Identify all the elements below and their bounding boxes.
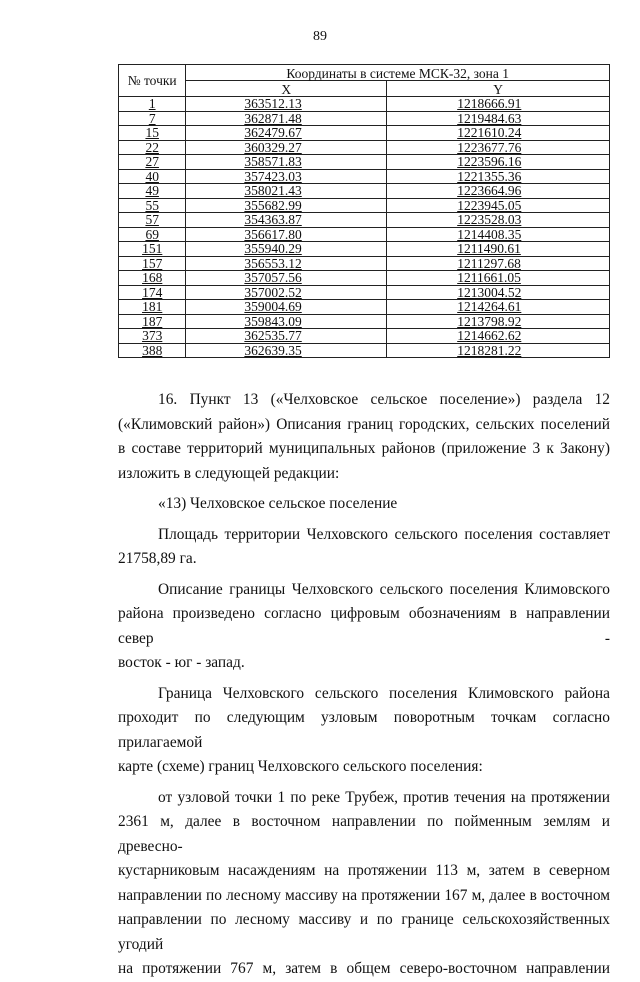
x-coordinate-cell-text: 362535.77 bbox=[244, 328, 302, 343]
x-coordinate-cell bbox=[186, 256, 387, 271]
text-line: 2361 м, далее в восточном направлении по пойменным землям и древесно- bbox=[118, 813, 610, 855]
x-coordinate-cell bbox=[186, 126, 387, 141]
y-coordinate-cell bbox=[387, 314, 610, 329]
x-coordinate-cell bbox=[186, 198, 387, 213]
y-coordinate-cell-text: 1214662.62 bbox=[457, 328, 522, 343]
point-number-cell-text: 1 bbox=[148, 96, 156, 111]
x-coordinate-cell-text: 358021.43 bbox=[244, 183, 302, 198]
point-number-cell-text: 388 bbox=[142, 342, 163, 358]
x-coordinate-cell-text: 359843.09 bbox=[244, 313, 302, 329]
x-coordinate-cell bbox=[186, 140, 387, 155]
table-row bbox=[119, 314, 610, 329]
x-coordinate-cell-text: 356553.12 bbox=[244, 255, 302, 271]
x-coordinate-cell bbox=[186, 169, 387, 184]
point-number-cell-text: 40 bbox=[145, 168, 159, 184]
x-coordinate-cell-text: 356617.80 bbox=[244, 226, 302, 242]
table-row bbox=[119, 271, 610, 286]
x-coordinate-cell bbox=[186, 213, 387, 228]
y-coordinate-cell bbox=[387, 343, 610, 358]
x-coordinate-cell bbox=[186, 111, 387, 126]
table-row bbox=[119, 300, 610, 315]
table-row bbox=[119, 343, 610, 358]
x-coordinate-cell-text: 357002.52 bbox=[244, 284, 302, 300]
table-row bbox=[119, 329, 610, 344]
y-coordinate-cell bbox=[387, 140, 610, 155]
x-coordinate-cell bbox=[186, 343, 387, 358]
text-line: направлении по лесному массиву на протяжении 167 м, далее в восточном bbox=[118, 886, 610, 904]
y-coordinate-cell bbox=[387, 169, 610, 184]
x-coordinate-cell bbox=[186, 242, 387, 257]
point-number-cell bbox=[119, 155, 186, 170]
coordinates-table bbox=[118, 64, 610, 358]
y-coordinate-cell bbox=[387, 227, 610, 242]
x-coordinate-cell bbox=[186, 314, 387, 329]
y-coordinate-cell-text: 1211661.05 bbox=[457, 270, 521, 285]
document-body bbox=[118, 388, 610, 982]
text-line: 16. Пункт 13 («Челховское сельское поселение») раздела 12 bbox=[158, 391, 610, 408]
y-coordinate-cell-text: 1211297.68 bbox=[457, 255, 521, 271]
y-coordinate-cell-text: 1223664.96 bbox=[457, 183, 522, 198]
point-number-cell-text: 181 bbox=[142, 299, 163, 314]
y-coordinate-cell-text: 1213798.92 bbox=[457, 313, 522, 329]
y-coordinate-cell-text: 1219484.63 bbox=[457, 110, 522, 126]
x-coordinate-cell-text: 363512.13 bbox=[244, 96, 302, 111]
x-coordinate-cell bbox=[186, 300, 387, 315]
x-coordinate-cell-text: 354363.87 bbox=[244, 212, 302, 227]
point-number-cell-text: 27 bbox=[145, 154, 159, 169]
x-coordinate-cell bbox=[186, 155, 387, 170]
point-number-cell bbox=[119, 140, 186, 155]
y-coordinate-cell bbox=[387, 285, 610, 300]
point-number-cell bbox=[119, 97, 186, 112]
point-number-cell-text: 55 bbox=[145, 197, 159, 213]
paragraph-area bbox=[118, 523, 610, 572]
y-coordinate-cell-text: 1211490.61 bbox=[457, 241, 521, 256]
y-coordinate-cell bbox=[387, 97, 610, 112]
x-coordinate-cell-text: 362639.35 bbox=[244, 342, 302, 358]
table-row bbox=[119, 242, 610, 257]
text-line: восток - юг - запад. bbox=[118, 654, 245, 671]
table-row bbox=[119, 140, 610, 155]
coordinates-table-body bbox=[119, 97, 610, 358]
point-number-cell bbox=[119, 227, 186, 242]
page-number: 89 bbox=[313, 29, 327, 44]
text-line: карте (схеме) границ Челховского сельского поселения: bbox=[118, 758, 483, 775]
paragraph-heading: «13) Челховское сельское поселение bbox=[158, 495, 398, 512]
table-row bbox=[119, 213, 610, 228]
text-line: проходит по следующим узловым поворотным точкам согласно прилагаемой bbox=[118, 709, 610, 751]
point-number-cell bbox=[119, 314, 186, 329]
y-coordinate-cell-text: 1223945.05 bbox=[457, 197, 522, 213]
text-line: на протяжении 767 м, затем в общем северо-восточном направлении bbox=[118, 960, 610, 977]
point-number-cell bbox=[119, 169, 186, 184]
point-number-cell bbox=[119, 213, 186, 228]
point-number-cell-text: 49 bbox=[145, 183, 159, 198]
point-number-cell bbox=[119, 198, 186, 213]
y-coordinate-cell bbox=[387, 155, 610, 170]
y-coordinate-cell-text: 1218666.91 bbox=[457, 96, 522, 111]
table-row bbox=[119, 227, 610, 242]
point-number-cell bbox=[119, 184, 186, 199]
x-coordinate-cell-text: 359004.69 bbox=[244, 299, 302, 314]
y-coordinate-cell bbox=[387, 300, 610, 315]
point-number-cell-text: 7 bbox=[148, 110, 156, 126]
y-coordinate-cell bbox=[387, 242, 610, 257]
y-coordinate-cell-text: 1223528.03 bbox=[457, 212, 522, 227]
header-point-number: № точки bbox=[119, 65, 186, 97]
y-coordinate-cell-text: 1214408.35 bbox=[457, 226, 522, 242]
table-row bbox=[119, 256, 610, 271]
text-line: Граница Челховского сельского поселения Климовского района bbox=[158, 684, 610, 702]
text-line: района произведено согласно цифровым обозначениям в направлении север - bbox=[118, 605, 610, 647]
point-number-cell-text: 57 bbox=[145, 212, 159, 227]
y-coordinate-cell-text: 1221610.24 bbox=[457, 125, 522, 140]
y-coordinate-cell bbox=[387, 111, 610, 126]
point-number-cell-text: 22 bbox=[145, 139, 159, 155]
table-row bbox=[119, 155, 610, 170]
point-number-cell-text: 187 bbox=[142, 313, 163, 329]
x-coordinate-cell bbox=[186, 227, 387, 242]
point-number-cell-text: 373 bbox=[142, 328, 163, 343]
x-coordinate-cell-text: 358571.83 bbox=[244, 154, 302, 169]
y-coordinate-cell-text: 1221355.36 bbox=[457, 168, 522, 184]
header-coordinates: Координаты в системе МСК-32, зона 1 bbox=[186, 65, 610, 81]
point-number-cell bbox=[119, 343, 186, 358]
x-coordinate-cell-text: 355940.29 bbox=[244, 241, 302, 256]
point-number-cell-text: 168 bbox=[142, 270, 163, 285]
header-y: Y bbox=[387, 81, 610, 97]
y-coordinate-cell bbox=[387, 329, 610, 344]
point-number-cell-text: 174 bbox=[142, 284, 163, 300]
table-row bbox=[119, 111, 610, 126]
table-row bbox=[119, 169, 610, 184]
table-row bbox=[119, 97, 610, 112]
text-line: изложить в следующей редакции: bbox=[118, 464, 340, 482]
point-number-cell-text: 15 bbox=[145, 125, 159, 140]
x-coordinate-cell bbox=[186, 184, 387, 199]
table-row bbox=[119, 126, 610, 141]
x-coordinate-cell bbox=[186, 271, 387, 286]
point-number-cell bbox=[119, 271, 186, 286]
y-coordinate-cell-text: 1213004.52 bbox=[457, 284, 522, 300]
paragraph-description bbox=[118, 578, 610, 676]
y-coordinate-cell bbox=[387, 198, 610, 213]
y-coordinate-cell bbox=[387, 126, 610, 141]
text-line: в составе территорий муниципальных районов (приложение 3 к Закону) bbox=[118, 440, 610, 457]
x-coordinate-cell bbox=[186, 329, 387, 344]
y-coordinate-cell bbox=[387, 271, 610, 286]
x-coordinate-cell-text: 362871.48 bbox=[244, 110, 302, 126]
point-number-cell-text: 69 bbox=[145, 226, 159, 242]
x-coordinate-cell-text: 355682.99 bbox=[244, 197, 302, 213]
table-row bbox=[119, 285, 610, 300]
text-line: 21758,89 га. bbox=[118, 550, 197, 567]
point-number-cell bbox=[119, 329, 186, 344]
point-number-cell bbox=[119, 300, 186, 315]
text-line: Площадь территории Челховского сельского поселения составляет bbox=[158, 525, 610, 543]
paragraph-amendment bbox=[118, 388, 610, 486]
y-coordinate-cell bbox=[387, 184, 610, 199]
x-coordinate-cell-text: 360329.27 bbox=[244, 139, 302, 155]
point-number-cell bbox=[119, 242, 186, 257]
x-coordinate-cell bbox=[186, 97, 387, 112]
y-coordinate-cell-text: 1223677.76 bbox=[457, 139, 522, 155]
x-coordinate-cell-text: 357057.56 bbox=[244, 270, 302, 285]
text-line: кустарниковым насаждениям на протяжении 113 м, затем в северном bbox=[118, 862, 610, 879]
point-number-cell bbox=[119, 285, 186, 300]
point-number-cell-text: 151 bbox=[142, 241, 163, 256]
y-coordinate-cell bbox=[387, 213, 610, 228]
x-coordinate-cell-text: 362479.67 bbox=[244, 125, 302, 140]
y-coordinate-cell bbox=[387, 256, 610, 271]
x-coordinate-cell-text: 357423.03 bbox=[244, 168, 302, 184]
paragraph-route bbox=[118, 786, 610, 982]
y-coordinate-cell-text: 1218281.22 bbox=[457, 342, 522, 358]
table-row bbox=[119, 184, 610, 199]
header-x: X bbox=[186, 81, 387, 97]
point-number-cell bbox=[119, 111, 186, 126]
y-coordinate-cell-text: 1214264.61 bbox=[457, 299, 522, 314]
text-line: от узловой точки 1 по реке Трубеж, против течения на протяжении bbox=[158, 788, 610, 806]
point-number-cell bbox=[119, 256, 186, 271]
table-row bbox=[119, 198, 610, 213]
point-number-cell-text: 157 bbox=[142, 255, 163, 271]
paragraph-boundary bbox=[118, 682, 610, 780]
point-number-cell bbox=[119, 126, 186, 141]
y-coordinate-cell-text: 1223596.16 bbox=[457, 154, 522, 169]
text-line: Описание границы Челховского сельского поселения Климовского bbox=[158, 580, 610, 598]
text-line: направлении по лесному массиву и по границе сельскохозяйственных угодий bbox=[118, 911, 610, 953]
x-coordinate-cell bbox=[186, 285, 387, 300]
text-line: («Климовский район») Описания границ городских, сельских поселений bbox=[118, 415, 610, 433]
